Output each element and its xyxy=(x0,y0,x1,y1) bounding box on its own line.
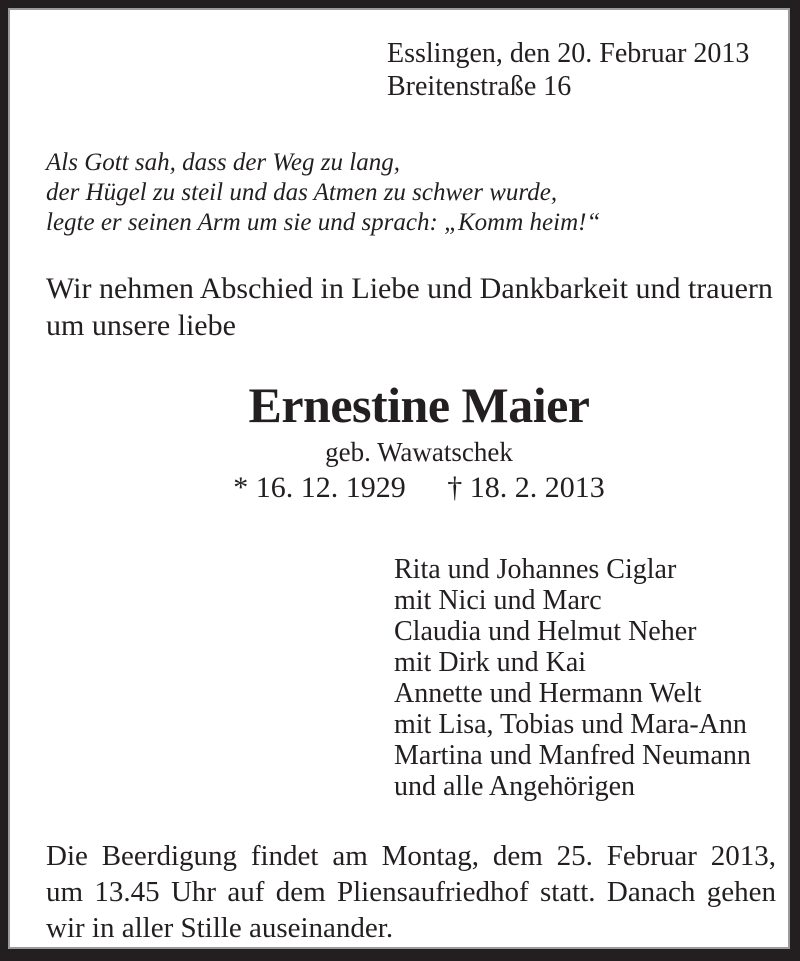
mourner-line: Rita und Johannes Ciglar xyxy=(394,554,677,585)
intro-line: Wir nehmen Abschied in Liebe und Dankbarkeit und trauern xyxy=(46,272,773,305)
obituary-card xyxy=(8,8,790,949)
deceased-name: Ernestine Maier xyxy=(248,377,590,433)
deceased-block xyxy=(50,376,788,505)
mourners-list xyxy=(394,554,751,802)
dateline xyxy=(387,37,749,103)
vital-dates xyxy=(50,471,788,505)
funeral-line: wir in aller Stille auseinander. xyxy=(46,912,394,944)
verse-line: Als Gott sah, dass der Weg zu lang, xyxy=(46,149,400,176)
birth-date: * 16. 12. 1929 xyxy=(233,471,406,504)
funeral-paragraph xyxy=(46,838,776,946)
maiden-name: geb. Wawatschek xyxy=(325,437,513,467)
dateline-street: Breitenstraße 16 xyxy=(387,71,572,102)
funeral-line: um 13.45 Uhr auf dem Pliensaufriedhof statt. Danach gehen xyxy=(46,876,776,908)
mourner-line: mit Dirk und Kai xyxy=(394,647,587,678)
mourner-line: Annette und Hermann Welt xyxy=(394,678,702,709)
memorial-verse xyxy=(46,148,600,238)
dateline-city-date: Esslingen, den 20. Februar 2013 xyxy=(387,38,750,69)
mourner-line: und alle Angehörigen xyxy=(394,771,636,802)
mourner-line: mit Nici und Marc xyxy=(394,585,602,616)
death-date: † 18. 2. 2013 xyxy=(447,471,605,504)
intro-line: um unsere liebe xyxy=(46,309,236,342)
funeral-line: Die Beerdigung findet am Montag, dem 25. Februar 2013, xyxy=(46,840,776,872)
mourner-line: mit Lisa, Tobias und Mara-Ann xyxy=(394,709,747,740)
mourner-line: Claudia und Helmut Neher xyxy=(394,616,697,647)
verse-line: der Hügel zu steil und das Atmen zu schwer wurde, xyxy=(46,179,558,206)
intro-paragraph xyxy=(46,270,780,344)
mourner-line: Martina und Manfred Neumann xyxy=(394,740,751,771)
verse-line: legte er seinen Arm um sie und sprach: „Komm heim!“ xyxy=(46,209,601,236)
